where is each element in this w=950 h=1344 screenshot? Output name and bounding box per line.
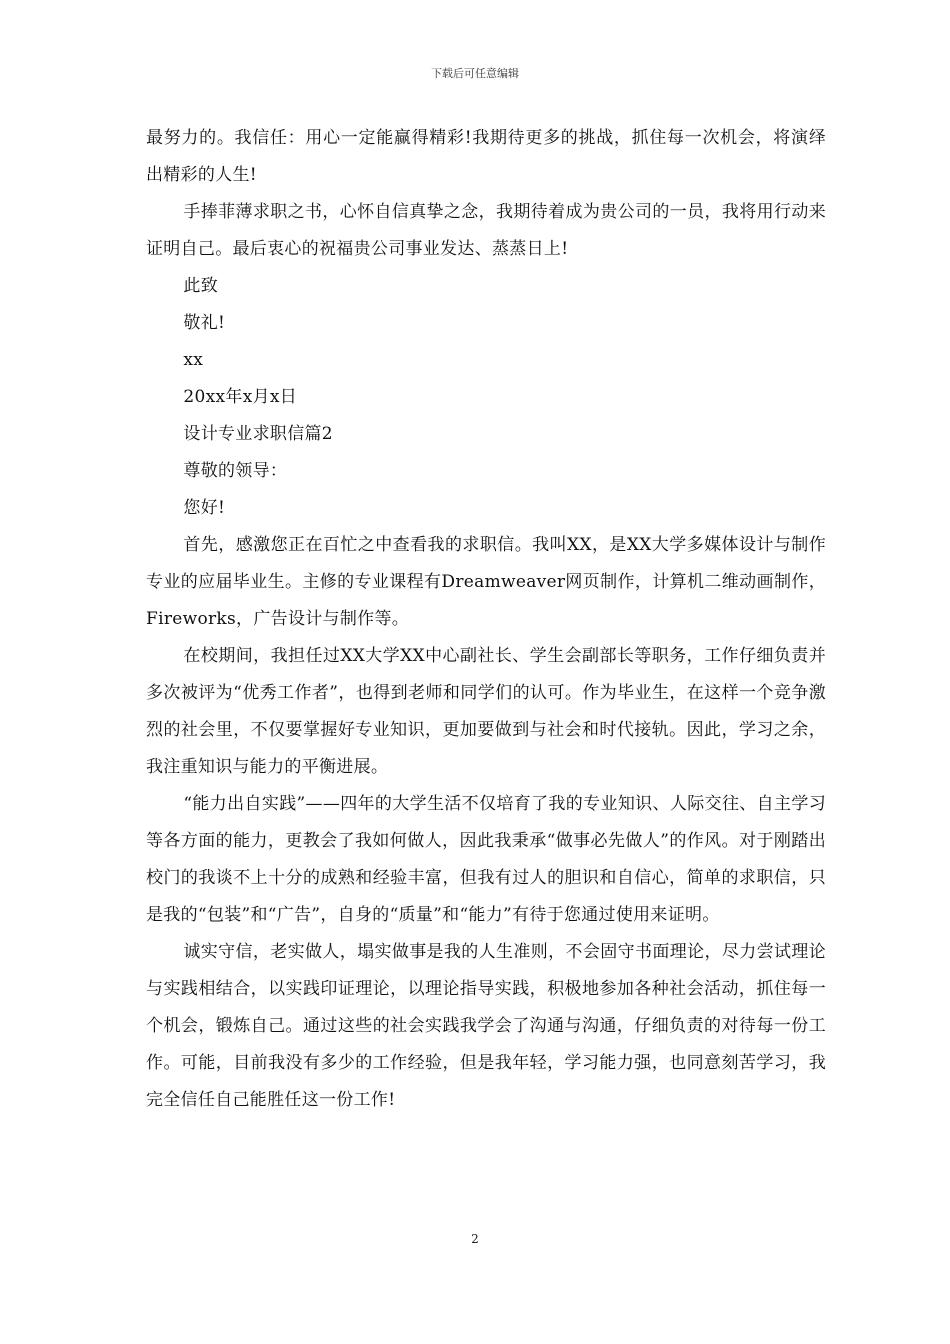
paragraph-closing-wish: 手捧菲薄求职之书，心怀自信真挚之念，我期待着成为贵公司的一员，我将用行动来证明自己。最后衷心的祝福贵公司事业发达、蒸蒸日上! bbox=[146, 202, 826, 259]
paragraph-ability-practice: “能力出自实践”——四年的大学生活不仅培育了我的专业知识、人际交往、自主学习等各方面的能力，更教会了我如何做人，因此我秉承“做事必先做人”的作风。对于刚踏出校门的我谈不上十分的成熟和经验丰富，但我有过人的胆识和自信心，简单的求职信，只是我的“包装”和“广告”，自身的“质量”和“能力”有待于您通过使用来证明。 bbox=[146, 794, 826, 925]
section-title: 设计专业求职信篇2 bbox=[183, 424, 333, 444]
document-body bbox=[146, 120, 826, 1119]
paragraph-introduction: 首先，感激您正在百忙之中查看我的求职信。我叫XX，是XX大学多媒体设计与制作专业的应届毕业生。主修的专业课程有Dreamweaver网页制作，计算机二维动画制作，Fireworks，广告设计与制作等。 bbox=[146, 535, 826, 629]
paragraph-integrity: 诚实守信，老实做人，塌实做事是我的人生准则，不会固守书面理论，尽力尝试理论与实践相结合，以实践印证理论，以理论指导实践，积极地参加各种社会活动，抓住每一个机会，锻炼自己。通过这些的社会实践我学会了沟通与沟通，仔细负责的对待每一份工作。可能，目前我没有多少的工作经验，但是我年轻，学习能力强，也同意刻苦学习，我完全信任自己能胜任这一份工作! bbox=[146, 942, 826, 1110]
salutation-jingli: 敬礼! bbox=[183, 313, 226, 333]
paragraph-campus-experience: 在校期间，我担任过XX大学XX中心副社长、学生会副部长等职务，工作仔细负责并多次被评为“优秀工作者”，也得到老师和同学们的认可。作为毕业生，在这样一个竞争激烈的社会里，不仅要掌握好专业知识，更加要做到与社会和时代接轨。因此，学习之余，我注重知识与能力的平衡进展。 bbox=[146, 646, 826, 777]
salutation-cizhi: 此致 bbox=[183, 276, 218, 296]
page-number: 2 bbox=[471, 1232, 479, 1246]
greeting-hello: 您好! bbox=[183, 498, 226, 518]
paragraph-continuation: 最努力的。我信任：用心一定能赢得精彩!我期待更多的挑战，抓住每一次机会，将演绎出精彩的人生! bbox=[146, 128, 826, 185]
signature-date: 20xx年x月x日 bbox=[183, 387, 298, 407]
page-header: 下载后可任意编辑 bbox=[431, 67, 519, 80]
greeting-addressee: 尊敬的领导： bbox=[183, 461, 288, 481]
signature-name: xx bbox=[183, 350, 204, 370]
